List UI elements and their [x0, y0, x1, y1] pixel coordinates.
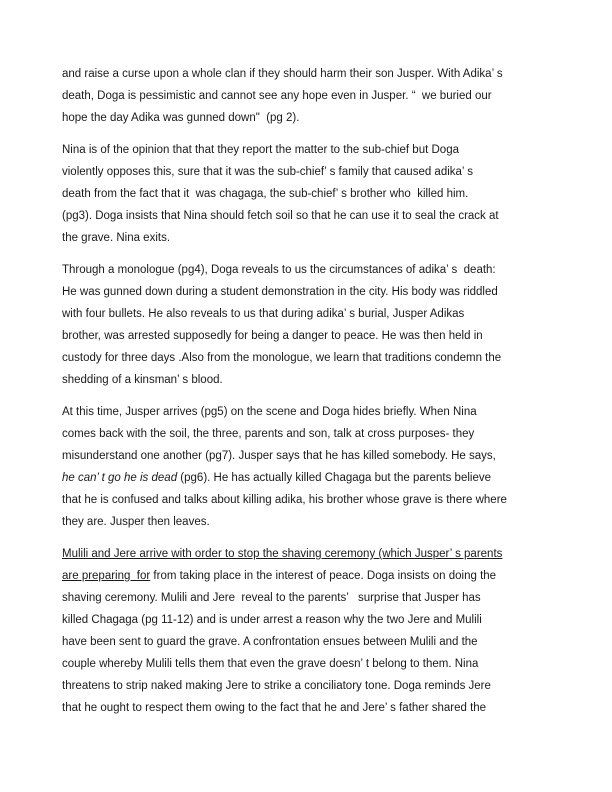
text-line: (pg3). Doga insists that Nina should fetch soil so that he can use it to seal the crack at: [62, 210, 499, 222]
text-line: they are. Jusper then leaves.: [62, 516, 210, 528]
text-line: He was gunned down during a student demonstration in the city. His body was riddled: [62, 286, 498, 298]
text-line: misunderstand one another (pg7). Jusper says that he has killed somebody. He says,: [62, 450, 496, 462]
text-line: shedding of a kinsman’ s blood.: [62, 374, 223, 386]
text-run: (pg6). He has actually killed Chagaga but the parents believe: [180, 472, 491, 484]
underlined-text: Mulili and Jere arrive with order to stop the shaving ceremony (which Jusper’ s parents: [62, 548, 503, 560]
text-line: couple whereby Mulili tells them that even the grave doesn’ t belong to them. Nina: [62, 658, 479, 670]
text-line: [62, 565, 562, 587]
text-run: from taking place in the interest of peace. Doga insists on doing the: [150, 570, 497, 582]
text-line: with four bullets. He also reveals to us that during adika’ s burial, Jusper Adikas: [62, 308, 465, 320]
underlined-text: are preparing for: [62, 570, 151, 582]
paragraph-2: [62, 139, 562, 249]
text-line: custody for three days .Also from the monologue, we learn that traditions condemn the: [62, 352, 502, 364]
text-line: At this time, Jusper arrives (pg5) on the scene and Doga hides briefly. When Nina: [62, 406, 477, 418]
text-line: [62, 543, 562, 565]
paragraph-1: [62, 63, 562, 129]
text-line: hope the day Adika was gunned down" (pg 2).: [62, 112, 300, 124]
text-line: Through a monologue (pg4), Doga reveals to us the circumstances of adika’ s death:: [62, 264, 496, 276]
italic-quote: he can’ t go he is dead: [62, 472, 181, 484]
paragraph-3: [62, 259, 562, 391]
text-line: brother, was arrested supposedly for being a danger to peace. He was then held in: [62, 330, 483, 342]
text-line: killed Chagaga (pg 11-12) and is under arrest a reason why the two Jere and Mulili: [62, 614, 482, 626]
paragraph-4: [62, 401, 562, 533]
text-line: and raise a curse upon a whole clan if they should harm their son Jusper. With Adika’ s: [62, 68, 503, 80]
text-line: that he ought to respect them owing to the fact that he and Jere’ s father shared the: [62, 702, 487, 714]
text-line: threatens to strip naked making Jere to strike a conciliatory tone. Doga reminds Jere: [62, 680, 491, 692]
text-line: death from the fact that it was chagaga, the sub-chief’ s brother who killed him.: [62, 188, 469, 200]
text-line: Nina is of the opinion that that they report the matter to the sub-chief but Doga: [62, 144, 459, 156]
text-line: [62, 467, 562, 489]
text-line: comes back with the soil, the three, parents and son, talk at cross purposes- they: [62, 428, 475, 440]
text-line: shaving ceremony. Mulili and Jere reveal to the parents’ surprise that Jusper has: [62, 592, 481, 604]
text-line: death, Doga is pessimistic and cannot see any hope even in Jusper. “ we buried our: [62, 90, 492, 102]
text-line: that he is confused and talks about killing adika, his brother whose grave is there where: [62, 494, 507, 506]
paragraph-5: [62, 543, 562, 719]
text-line: violently opposes this, sure that it was the sub-chief’ s family that caused adika’ s: [62, 166, 474, 178]
text-line: the grave. Nina exits.: [62, 232, 171, 244]
text-line: have been sent to guard the grave. A confrontation ensues between Mulili and the: [62, 636, 478, 648]
